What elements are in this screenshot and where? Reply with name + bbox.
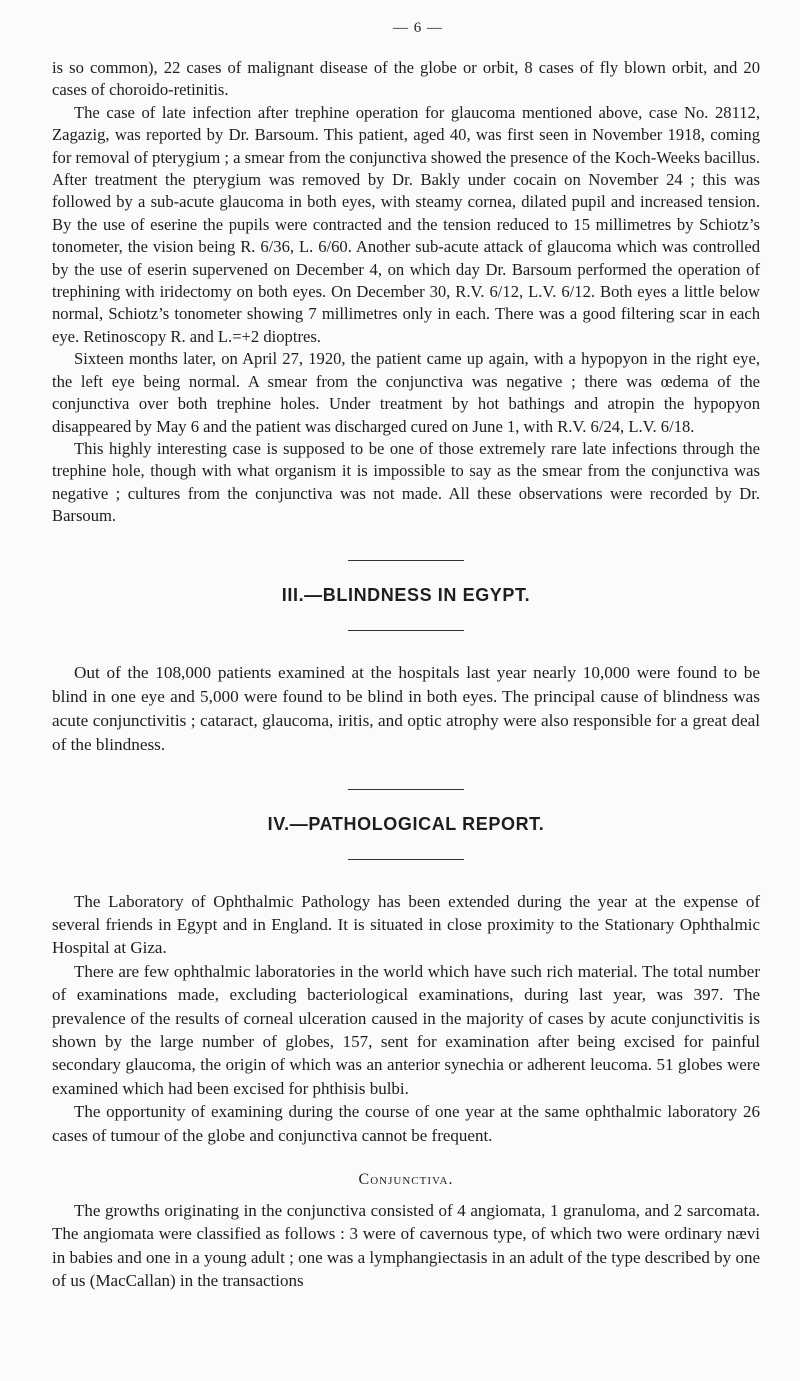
pathology-section (52, 890, 760, 1293)
paragraph: The opportunity of examining during the course of one year at the same ophthalmic laboratory 26 cases of tumour of the globe and conjunctiva cannot be frequent. (52, 1102, 760, 1145)
paragraph: This highly interesting case is supposed to be one of those extremely rare late infections through the trephine hole, though with what organism it is impossible to say as the smear from the conjunctiva was negative ; cultures from the conjunctiva was not made. All these observations were recorded by Dr. Barsoum. (52, 438, 760, 526)
paragraph: The growths originating in the conjunctiva consisted of 4 angiomata, 1 granuloma, and 2 sarcomata. The angiomata were classified as follows : 3 were of cavernous type, of which two were ordinary nævi in babies and one in a young adult ; one was a lymphangiectasis in an adult of the type described by one of us (MacCallan) in the transactions (52, 1201, 760, 1291)
paragraph: is so common), 22 cases of malignant disease of the globe or orbit, 8 cases of fly blown orbit, and 20 cases of choroido-retinitis. (52, 58, 760, 100)
blindness-section (52, 661, 760, 757)
section-heading-pathology: IV.—PATHOLOGICAL REPORT. (267, 813, 545, 834)
subsection-heading-conjunctiva: Conjunctiva. (358, 1171, 454, 1188)
paragraph: The case of late infection after trephine operation for glaucoma mentioned above, case No. 28112, Zagazig, was reported by Dr. Barsoum. This patient, aged 40, was first seen in November 1918, coming for removal of pterygium ; a smear from the conjunctiva showed the presence of the Koch-Weeks bacillus. After treatment the pterygium was removed by Dr. Bakly under cocain on November 24 ; this was followed by a sub-acute glaucoma in both eyes, with steamy cornea, dilated pupil and increased tension. By the use of eserine the pupils were contracted and the tension reduced to 15 millimetres by Schiotz’s tonometer, the vision being R. 6/36, L. 6/60. Another sub-acute attack of glaucoma which was controlled by the use of eserin supervened on December 4, on which day Dr. Barsoum performed the operation of trephining with iridectomy on both eyes. On December 30, R.V. 6/12, L.V. 6/12. Both eyes a little below normal, Schiotz’s tonometer showing 7 millimetres only in each. There was a good filtering scar in each eye. Retinoscopy R. and L.=+2 dioptres. (52, 102, 760, 346)
paragraph: Sixteen months later, on April 27, 1920, the patient came up again, with a hypopyon in the right eye, the left eye being normal. A smear from the conjunctiva was negative ; there was œdema of the conjunctiva over both trephine holes. Under treatment by hot bathings and atropin the hypopyon disappeared by May 6 and the patient was discharged cured on June 1, with R.V. 6/24, L.V. 6/18. (52, 349, 760, 436)
intro-section (52, 57, 760, 528)
paragraph: The Laboratory of Ophthalmic Pathology has been extended during the year at the expense of several friends in Egypt and in England. It is situated in close proximity to the Stationary Ophthalmic Hospital at Giza. (52, 891, 760, 958)
section-heading-blindness: III.—BLINDNESS IN EGYPT. (281, 584, 531, 605)
page-number: — 6 — (393, 20, 443, 36)
paragraph: Out of the 108,000 patients examined at the hospitals last year nearly 10,000 were found to be blind in one eye and 5,000 were found to be blind in both eyes. The principal cause of blindness was acute conjunctivitis ; cataract, glaucoma, iritis, and optic atrophy were also responsible for a great deal of the blindness. (52, 662, 760, 754)
paragraph: There are few ophthalmic laboratories in the world which have such rich material. The total number of examinations made, excluding bacteriological examinations, during last year, was 397. The prevalence of the results of corneal ulceration caused in the majority of cases by acute conjunctivitis is shown by the large number of globes, 157, sent for examination after being excised for painful secondary glaucoma, the origin of which was an anterior synechia or adherent leucoma. 51 globes were examined which had been excised for phthisis bulbi. (52, 961, 760, 1098)
